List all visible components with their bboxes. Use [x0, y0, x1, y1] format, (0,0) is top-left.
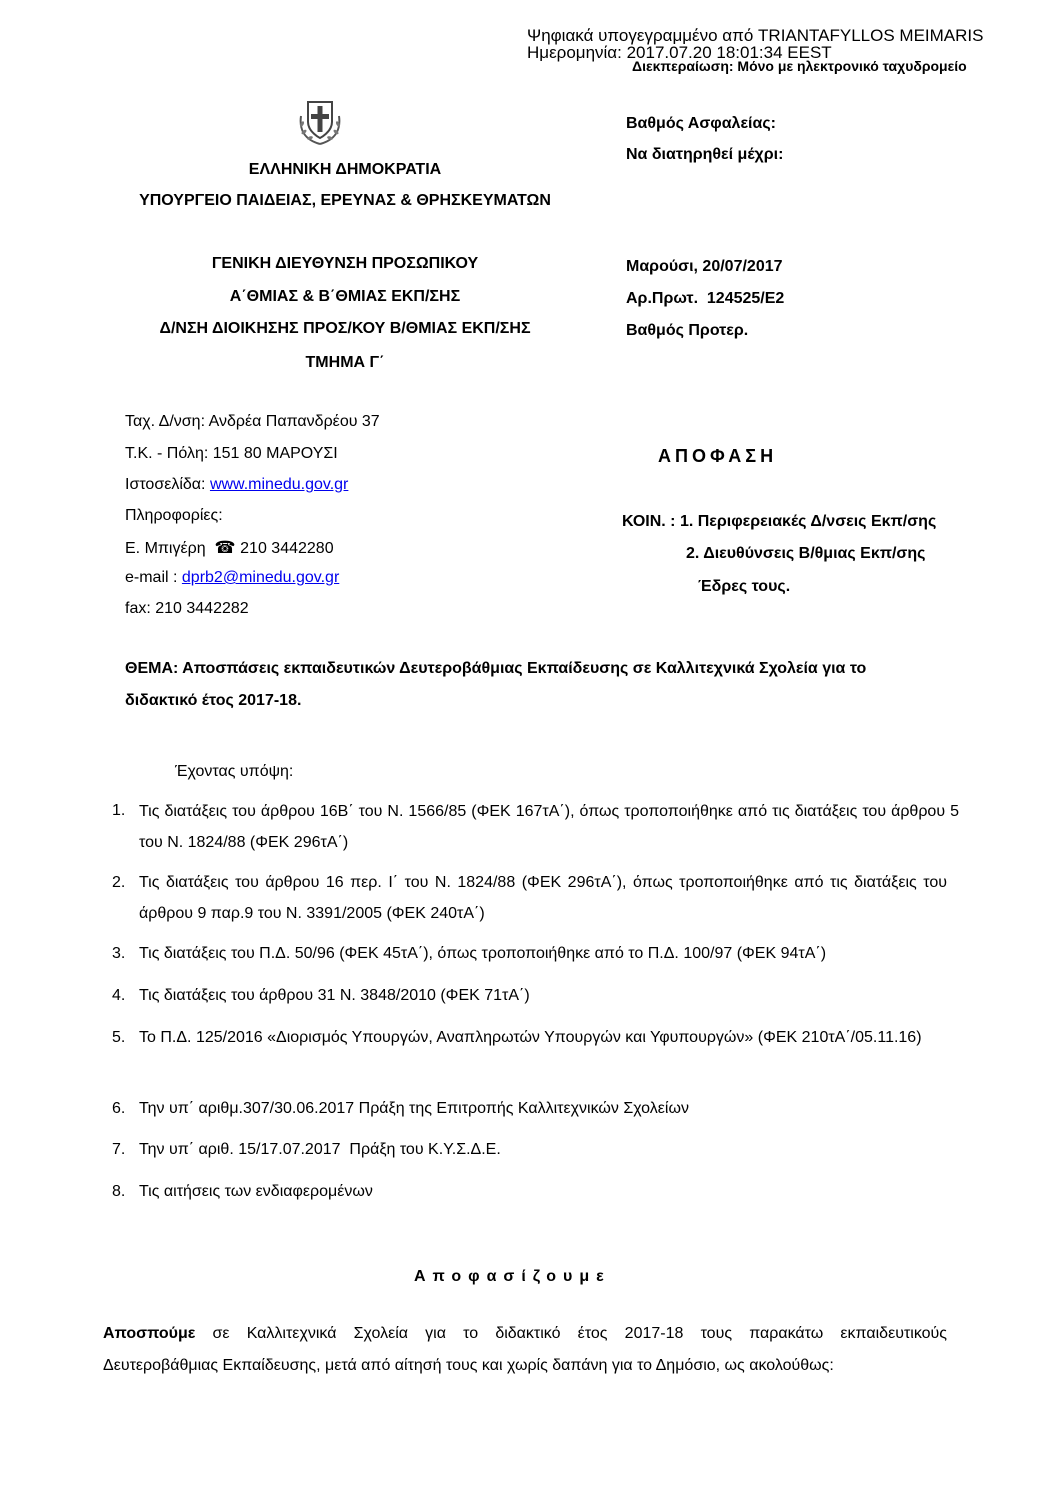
website-label: Ιστοσελίδα: [125, 476, 206, 493]
protocol-number: 124525/Ε2 [706, 290, 785, 307]
koin-item-3: Έδρες τους. [698, 578, 791, 595]
list-item-number: 2. [112, 874, 126, 891]
list-item-text: Τις διατάξεις του Π.Δ. 50/96 (ΦΕΚ 45τΑ΄), όπως τροποποιήθηκε από το Π.Δ. 100/97 (ΦΕΚ 94τΑ΄) [139, 945, 827, 962]
contact-website-line [125, 476, 348, 494]
decision-title: ΑΠΟΦΑΣΗ [658, 446, 778, 466]
contact-person-line [125, 538, 334, 558]
list-item-text: Τις διατάξεις του άρθρου 31 Ν. 3848/2010 (ΦΕΚ 71τΑ΄) [139, 987, 530, 1004]
list-item-text: Την υπ΄ αριθμ.307/30.06.2017 Πράξη της Επιτροπής Καλλιτεχνικών Σχολείων [139, 1100, 689, 1117]
koin-item-1: 1. Περιφερειακές Δ/νσεις Εκπ/σης [679, 513, 937, 530]
email-label: e-mail : [125, 569, 178, 586]
final-paragraph-line-1 [103, 1325, 947, 1343]
department-title: ΤΜΗΜΑ Γ΄ [305, 354, 385, 371]
ministry-title: ΥΠΟΥΡΓΕΙΟ ΠΑΙΔΕΙΑΣ, ΕΡΕΥΝΑΣ & ΘΡΗΣΚΕΥΜΑΤΩΝ [139, 192, 551, 209]
coat-of-arms-emblem [293, 94, 347, 150]
email-link[interactable]: dprb2@minedu.gov.gr [181, 569, 340, 586]
list-item-text: Τις διατάξεις του άρθρου 16 περ. Ι΄ του Ν. 1824/88 (ΦΕΚ 296τΑ΄), όπως τροποποιήθηκε από τις διατάξεις του άρθρου 9 παρ.9 του Ν. 3391/2005 (ΦΕΚ 240τΑ΄) [139, 874, 947, 922]
list-item-text: Την υπ΄ αριθ. 15/17.07.2017 Πράξη του Κ.Υ.Σ.Δ.Ε. [139, 1141, 501, 1158]
protocol-label: Αρ.Πρωτ. [626, 290, 699, 307]
considering-heading: Έχοντας υπόψη: [175, 763, 294, 780]
final-paragraph-line-2: Δευτεροβάθμιας Εκπαίδευσης, μετά από αίτησή τους και χωρίς δαπάνη για το Δημόσιο, ως ακολούθως: [103, 1357, 834, 1374]
list-item-number: 8. [112, 1183, 126, 1200]
list-item-text: Τις αιτήσεις των ενδιαφερομένων [139, 1183, 373, 1200]
directorate-line-3: Δ/ΝΣΗ ΔΙΟΙΚΗΣΗΣ ΠΡΟΣ/ΚΟΥ Β/ΘΜΙΑΣ ΕΚΠ/ΣΗΣ [159, 320, 531, 337]
list-item-number: 6. [112, 1100, 126, 1117]
subject-line-1: ΘΕΜΑ: Αποσπάσεις εκπαιδευτικών Δευτεροβάθμιας Εκπαίδευσης σε Καλλιτεχνικά Σχολεία για το [125, 660, 867, 677]
signature-line-2: Ημερομηνία: 2017.07.20 18:01:34 EEST [527, 43, 832, 62]
signature-line-1: Ψηφιακά υπογεγραμμένο από TRIANTAFYLLOS MEIMARIS [527, 26, 984, 45]
contact-email-line [125, 569, 339, 587]
koin-line-1 [622, 513, 936, 531]
priority-label: Βαθμός Προτερ. [626, 322, 749, 339]
place-date: Μαρούσι, 20/07/2017 [626, 258, 783, 275]
list-item-text: Το Π.Δ. 125/2016 «Διορισμός Υπουργών, Αναπληρωτών Υπουργών και Υφυπουργών» (ΦΕΚ 210τΑ΄/05.11.16) [139, 1029, 922, 1046]
list-item-number: 7. [112, 1141, 126, 1158]
list-item-number: 4. [112, 987, 126, 1004]
final-line-1-rest: σε Καλλιτεχνικά Σχολεία για το διδακτικό έτος 2017-18 τους παρακάτω εκπαιδευτικούς [195, 1325, 947, 1342]
subject-line-2: διδακτικό έτος 2017-18. [125, 692, 302, 709]
list-item-number: 1. [112, 802, 126, 819]
security-grade-label: Βαθμός Ασφαλείας: [626, 115, 776, 132]
contact-fax: fax: 210 3442282 [125, 600, 249, 617]
website-link[interactable]: www.minedu.gov.gr [209, 476, 349, 493]
contact-address: Ταχ. Δ/νση: Ανδρέα Παπανδρέου 37 [125, 413, 380, 430]
phone-icon: ☎ [214, 538, 236, 557]
info-label: Πληροφορίες: [125, 507, 223, 524]
handling-note: Διεκπεραίωση: Μόνο με ηλεκτρονικό ταχυδρομείο [632, 58, 967, 74]
list-item-number: 3. [112, 945, 126, 962]
koin-item-2: 2. Διευθύνσεις Β/θμιας Εκπ/σης [686, 545, 926, 562]
contact-person: Ε. Μπιγέρη [125, 540, 206, 557]
contact-phone: 210 3442280 [240, 540, 334, 557]
koin-label: ΚΟΙΝ. : [622, 513, 676, 530]
decision-verb: Αποσπούμε [103, 1325, 196, 1342]
republic-title: ΕΛΛΗΝΙΚΗ ΔΗΜΟΚΡΑΤΙΑ [248, 161, 442, 178]
keep-until-label: Να διατηρηθεί μέχρι: [626, 146, 784, 163]
directorate-line-2: Α΄ΘΜΙΑΣ & Β΄ΘΜΙΑΣ ΕΚΠ/ΣΗΣ [229, 288, 461, 305]
we-decide-heading: Αποφασίζουμε [414, 1268, 611, 1285]
list-item-number: 5. [112, 1029, 126, 1046]
directorate-line-1: ΓΕΝΙΚΗ ΔΙΕΥΘΥΝΣΗ ΠΡΟΣΩΠΙΚΟΥ [211, 255, 479, 272]
contact-postal: Τ.Κ. - Πόλη: 151 80 ΜΑΡΟΥΣΙ [125, 445, 338, 462]
list-item-text: Τις διατάξεις του άρθρου 16Β΄ του Ν. 1566/85 (ΦΕΚ 167τΑ΄), όπως τροποποιήθηκε από τις διατάξεις του άρθρου 5 του Ν. 1824/88 (ΦΕΚ 296τΑ΄) [139, 803, 959, 851]
protocol-line [626, 290, 784, 308]
